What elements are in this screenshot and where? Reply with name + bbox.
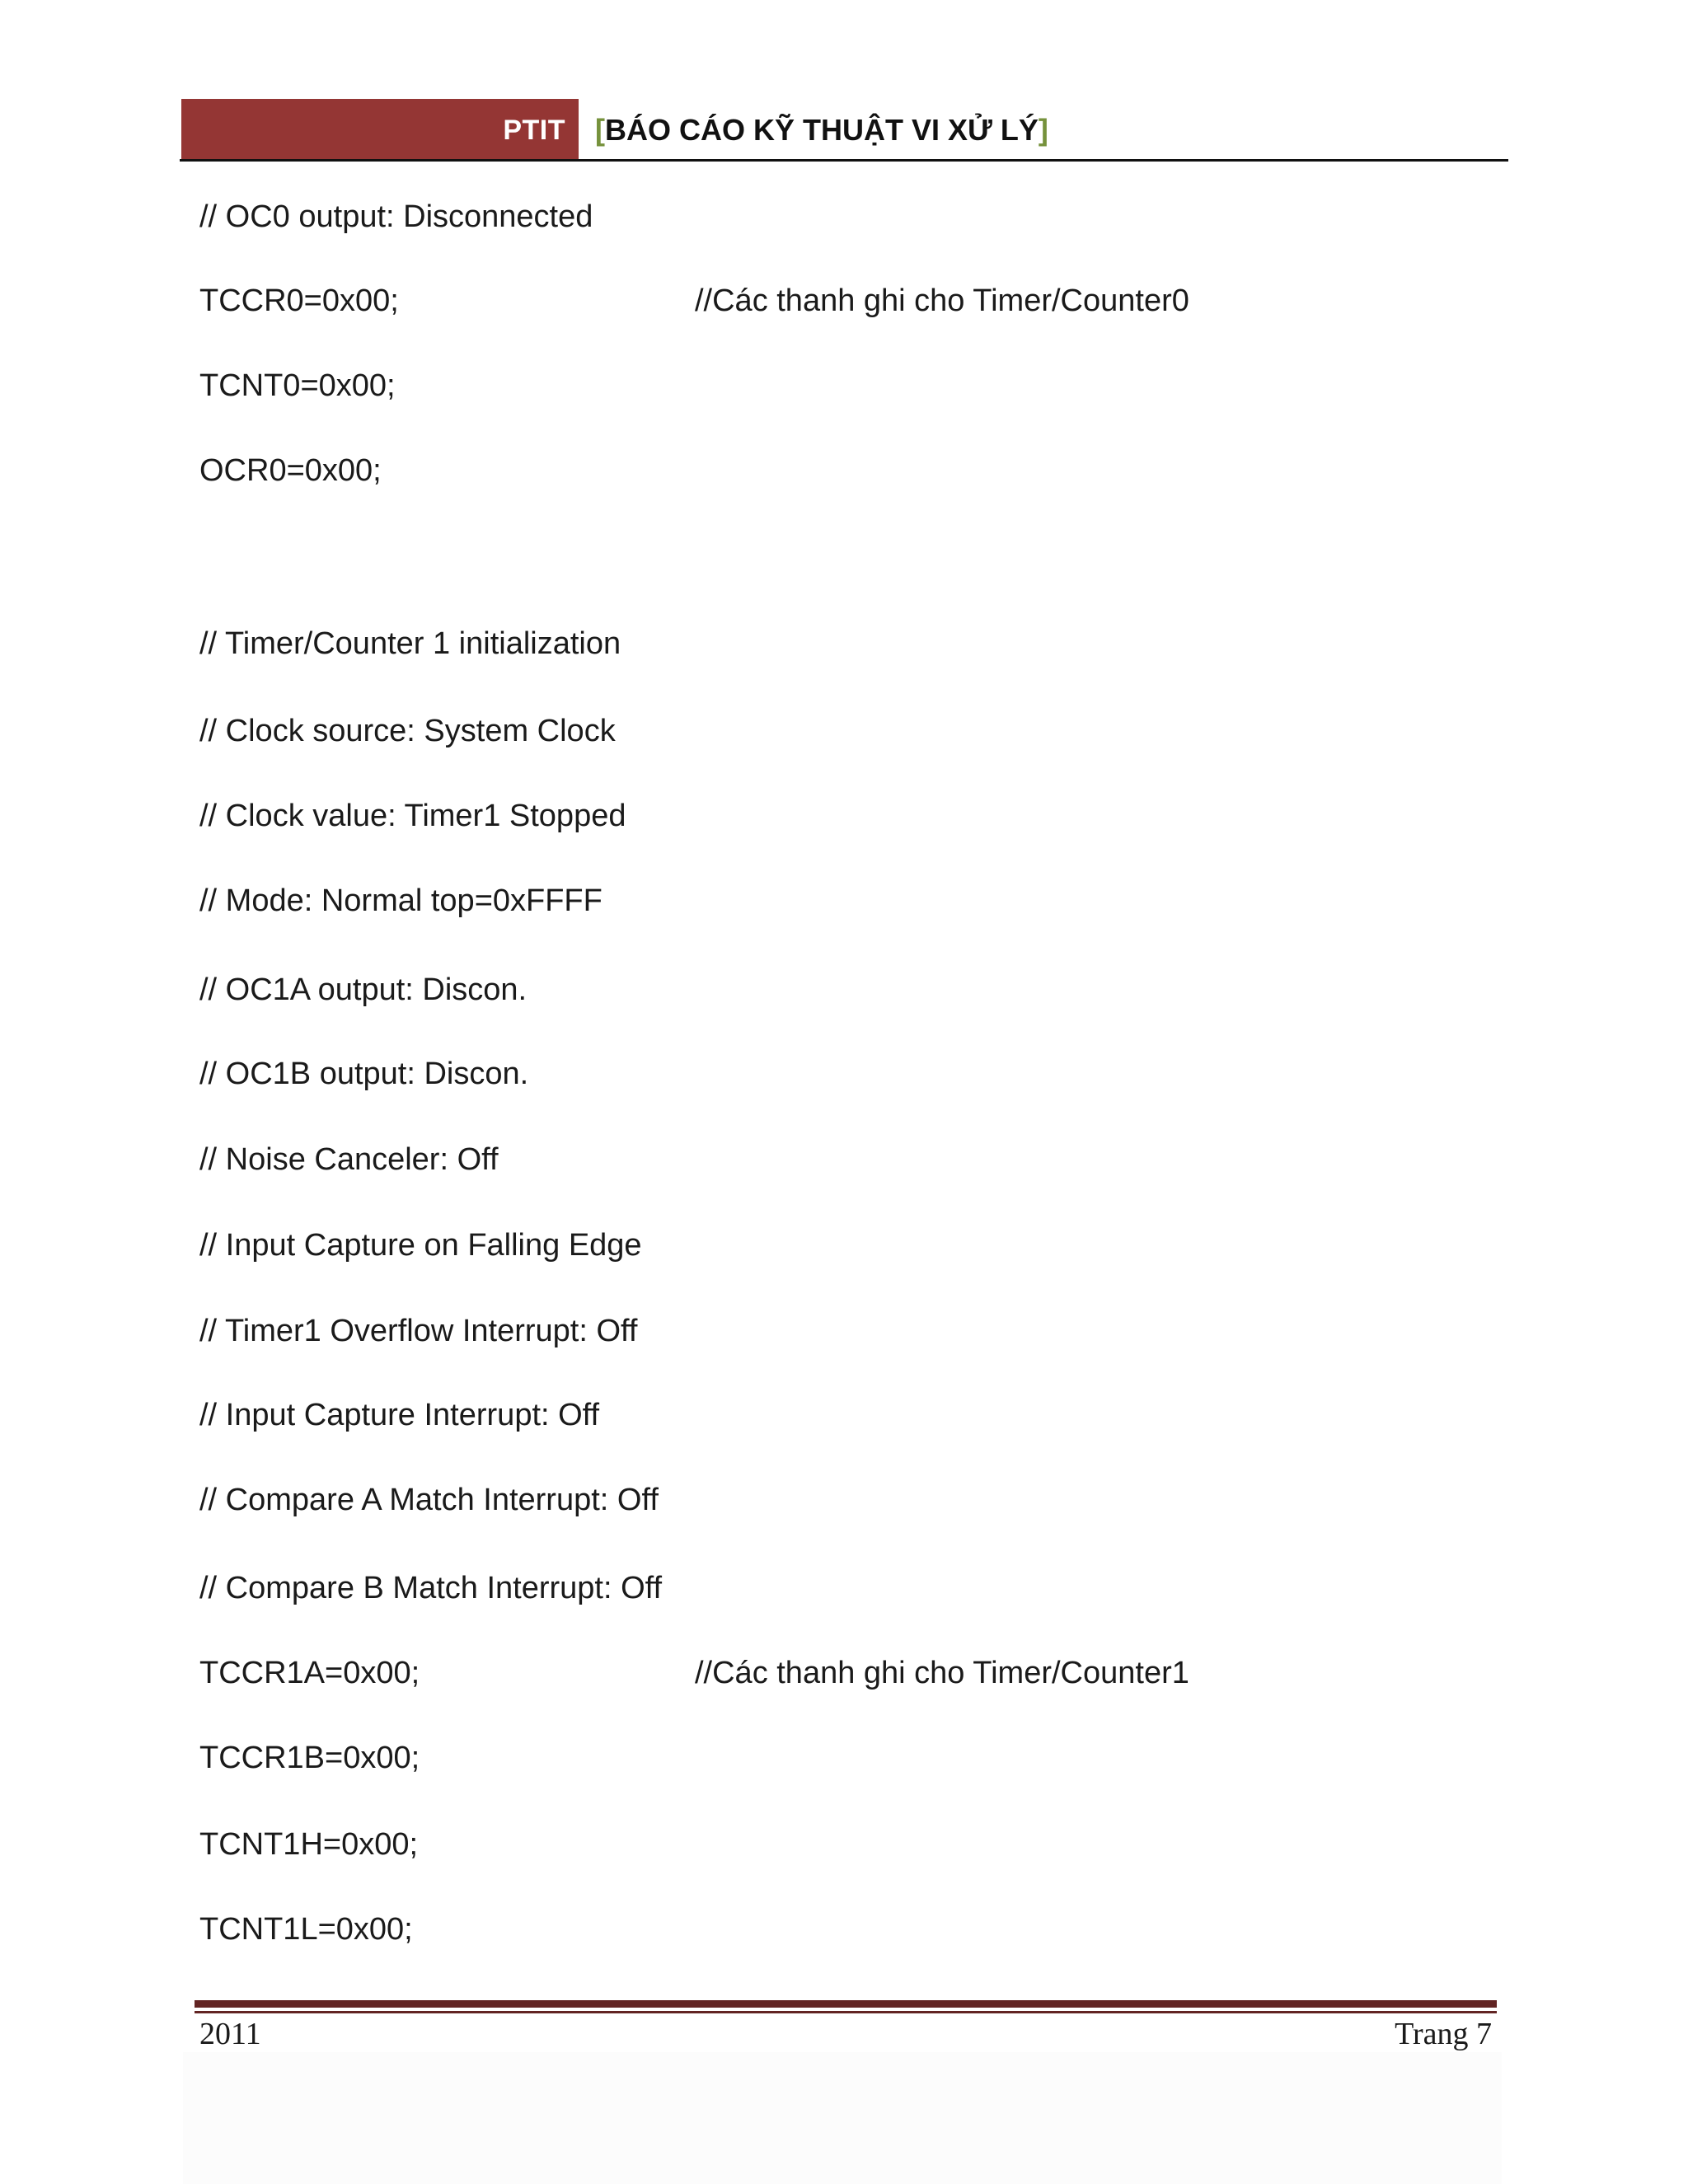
code-line: // Clock value: Timer1 Stopped [199,799,626,833]
code-line: OCR0=0x00; [199,453,382,488]
code-line: // Mode: Normal top=0xFFFF [199,883,603,918]
footer-page-number: Trang 7 [1395,2017,1492,2051]
code-line: TCNT1H=0x00; [199,1827,419,1862]
header-bracket-close: ] [1038,113,1048,147]
code-line: TCCR1B=0x00; [199,1741,420,1775]
code-line: TCNT0=0x00; [199,368,396,403]
code-line: TCCR0=0x00; [199,284,399,318]
code-line: TCNT1L=0x00; [199,1912,413,1947]
footer-year: 2011 [199,2017,261,2051]
code-line: // OC1A output: Discon. [199,972,528,1007]
code-line: // Clock source: System Clock [199,714,616,748]
header-title-text: BÁO CÁO KỸ THUẬT VI XỬ LÝ [605,113,1039,147]
code-line: // Input Capture Interrupt: Off [199,1398,600,1432]
inline-comment: //Các thanh ghi cho Timer/Counter1 [695,1656,1189,1690]
header-bracket-open: [ [595,113,605,147]
header-divider [180,159,1508,162]
footer-divider-thick [195,2000,1497,2008]
code-line: // Input Capture on Falling Edge [199,1228,642,1263]
page-bottom-shade [183,2052,1502,2184]
inline-comment: //Các thanh ghi cho Timer/Counter0 [695,284,1189,318]
code-line: // Timer1 Overflow Interrupt: Off [199,1314,638,1348]
code-line: // OC0 output: Disconnected [199,199,593,234]
code-line: // Compare A Match Interrupt: Off [199,1483,659,1517]
code-line: TCCR1A=0x00; [199,1656,420,1690]
code-line: // Timer/Counter 1 initialization [199,626,621,661]
header-title [595,99,1048,162]
code-line: // Noise Canceler: Off [199,1142,499,1177]
header-org: PTIT [503,115,565,146]
footer-divider-thin [195,2011,1497,2013]
code-line: // OC1B output: Discon. [199,1057,529,1091]
code-line: // Compare B Match Interrupt: Off [199,1571,663,1605]
header-band [181,99,579,162]
